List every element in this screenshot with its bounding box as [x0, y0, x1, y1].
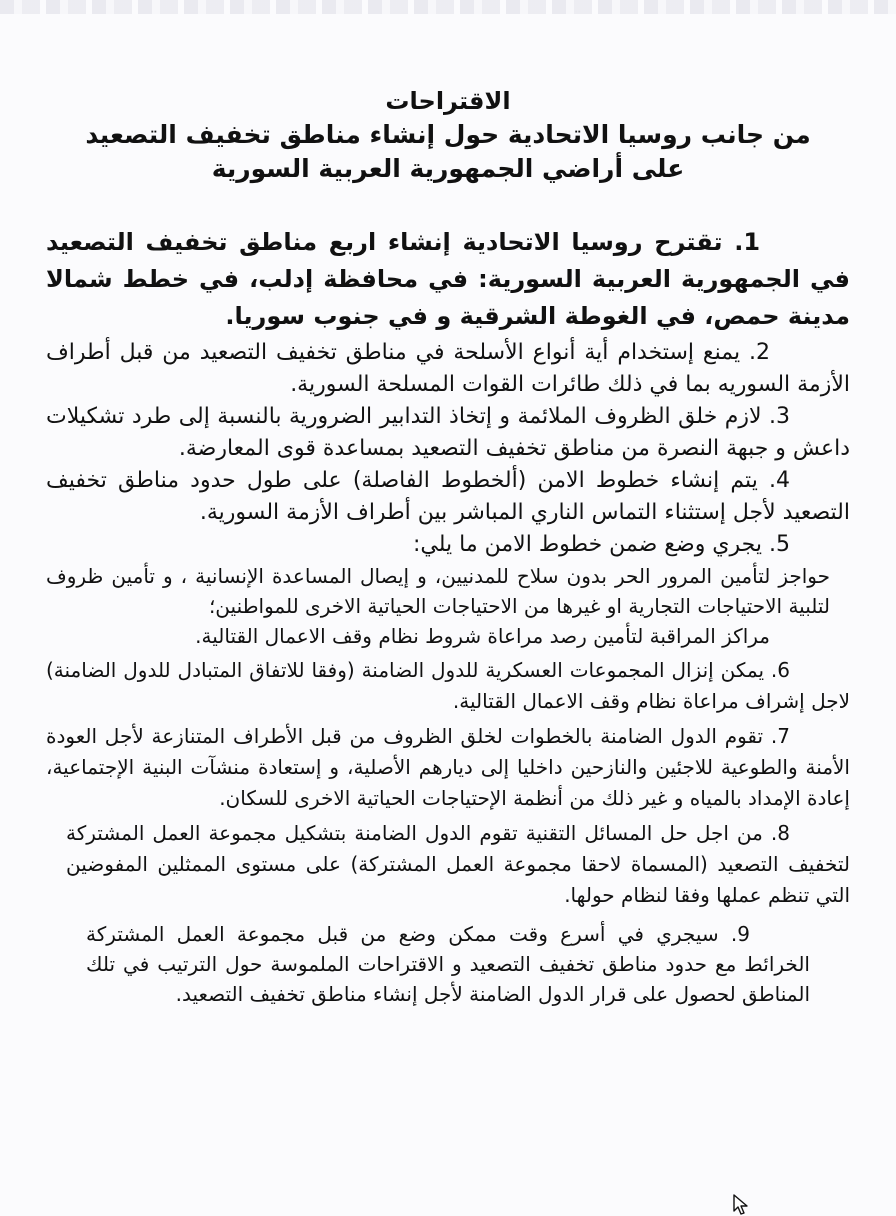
proposal-item-8 [46, 818, 850, 911]
proposal-item-9 [46, 919, 850, 1009]
item-text: تقوم الدول الضامنة بالخطوات لخلق الظروف من قبل الأطراف المتنازعة لأجل العودة الأمنة والطوعية للاجئين والنازحين داخليا إلى ديارهم الأصلية، و إستعادة منشآت البنية الإجتماعية، إعادة الإمداد بالمياه و غير ذلك من أنظمة الإحتياجات الحياتية الاخرى للسكان. [46, 724, 850, 810]
item-text: سيجري في أسرع وقت ممكن وضع من قبل مجموعة العمل المشتركة الخرائط مع حدود مناطق تخفيف التصعيد و الاقتراحات الملموسة حول الترتيب في تلك المناطق لحصول على قرار الدول الضامنة لأجل إنشاء مناطق تخفيف التصعيد. [86, 922, 810, 1006]
proposal-item-7 [46, 721, 850, 814]
document-body [46, 224, 850, 1009]
item-number: 1. [734, 228, 761, 256]
mouse-pointer-icon [733, 1194, 751, 1216]
item-number: 7. [770, 724, 790, 748]
title-line-2: من جانب روسيا الاتحادية حول إنشاء مناطق تخفيف التصعيد [85, 120, 811, 149]
item-text: لازم خلق الظروف الملائمة و إتخاذ التدابير الضرورية بالنسبة إلى طرد تشكيلات داعش و جبهة النصرة من مناطق تخفيف التصعيد بمساعدة قوى المعارضة. [46, 404, 850, 461]
item-text: من اجل حل المسائل التقنية تقوم الدول الضامنة بتشكيل مجموعة العمل المشتركة لتخفيف التصعيد (المسماة لاحقا مجموعة العمل المشتركة) على مستوى الممثلين المفوضين التي تنظم عملها وفقا لنظام حولها. [66, 821, 850, 907]
item-text: يجري وضع ضمن خطوط الامن ما يلي: [413, 532, 762, 557]
item-number: 2. [749, 340, 770, 365]
item-text: يتم إنشاء خطوط الامن (ألخطوط الفاصلة) على طول حدود مناطق تخفيف التصعيد لأجل إستثناء التماس الناري المباشر بين أطراف الأزمة السورية. [46, 468, 850, 525]
proposal-item-3 [46, 401, 850, 465]
title-line-3: على أراضي الجمهورية العربية السورية [211, 154, 685, 183]
title-line-1: الاقتراحات [385, 87, 511, 115]
item-text: يمنع إستخدام أية أنواع الأسلحة في مناطق تخفيف التصعيد من قبل أطراف الأزمة السوريه بما في ذلك طائرات القوات المسلحة السورية. [46, 340, 850, 397]
item-text: يمكن إنزال المجموعات العسكرية للدول الضامنة (وفقا للاتفاق المتبادل للدول الضامنة) لاجل إشراف مراعاة نظام وقف الاعمال القتالية. [46, 658, 850, 713]
proposal-item-5-subitem-1: حواجز لتأمين المرور الحر بدون سلاح للمدنيين، و إيصال المساعدة الإنسانية ، و تأمين ظروف لتلبية الاحتياجات التجارية او غيرها من الاحتياجات الحياتية الاخرى للمواطنين؛ [46, 564, 830, 618]
proposal-item-5 [46, 529, 850, 561]
proposal-item-2 [46, 337, 850, 401]
item-text: تقترح روسيا الاتحادية إنشاء اربع مناطق تخفيف التصعيد في الجمهورية العربية السورية: في محافظة إدلب، في خطط شمالا مدينة حمص، في الغوطة الشرقية و في جنوب سوريا. [46, 228, 850, 330]
item-number: 8. [770, 821, 791, 845]
item-number: 5. [769, 532, 790, 557]
proposal-item-4 [46, 465, 850, 529]
proposal-item-5-subitem-2: مراكز المراقبة لتأمين رصد مراعاة شروط نظام وقف الاعمال القتالية. [195, 624, 770, 648]
item-number: 9. [730, 922, 750, 946]
item-number: 3. [769, 404, 791, 429]
item-number: 4. [769, 468, 790, 493]
proposal-item-6 [46, 655, 850, 717]
item-number: 6. [770, 658, 790, 682]
document-title [0, 84, 896, 186]
proposal-item-1 [46, 224, 850, 335]
